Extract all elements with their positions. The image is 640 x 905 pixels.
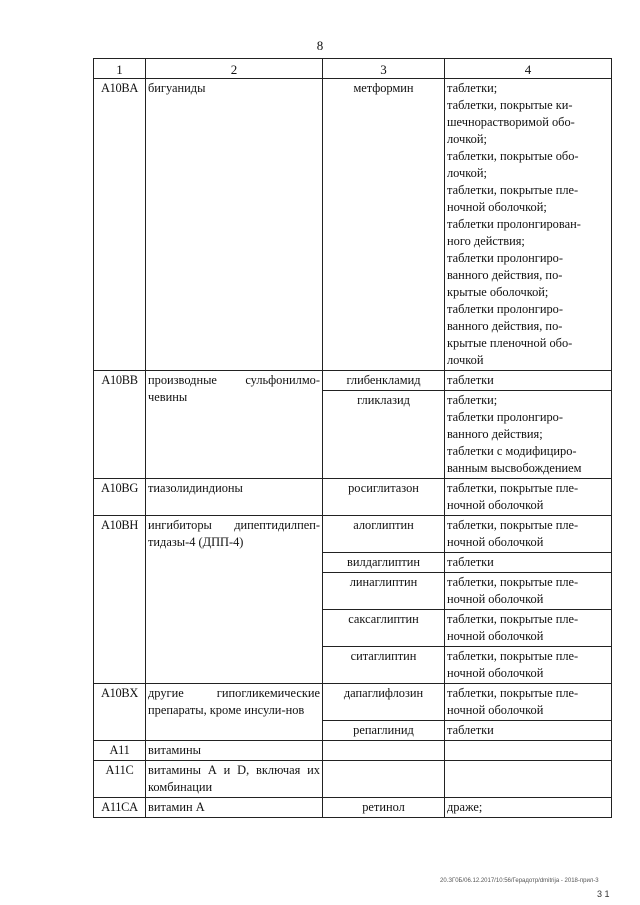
- group-name: другие гипогликемические препараты, кроме инсули-нов: [146, 684, 323, 741]
- group-name: витамин А: [146, 798, 323, 818]
- form-line: ного действия;: [447, 234, 525, 248]
- form-line: шечнорастворимой обо-: [447, 115, 575, 129]
- form-line: ночной оболочкой: [447, 498, 544, 512]
- atc-code: A11CA: [94, 798, 146, 818]
- table-row: [94, 741, 612, 761]
- form-line: таблетки, покрытые пле-: [447, 686, 579, 700]
- dosage-forms: [445, 391, 612, 479]
- form-line: таблетки: [447, 373, 494, 387]
- form-line: таблетки: [447, 555, 494, 569]
- group-name: тиазолидиндионы: [146, 479, 323, 516]
- group-name: витамины А и D, включая их комбинации: [146, 761, 323, 798]
- table-row: [94, 371, 612, 391]
- drug-inn: вилдаглиптин: [323, 553, 445, 573]
- atc-code: A10BH: [94, 516, 146, 684]
- dosage-forms: [445, 798, 612, 818]
- form-line: ночной оболочкой: [447, 592, 544, 606]
- form-line: ванным высвобождением: [447, 461, 582, 475]
- drug-inn: метформин: [323, 79, 445, 371]
- column-header-3: 3: [323, 59, 445, 79]
- atc-code: A10BB: [94, 371, 146, 479]
- form-line: таблетки пролонгирован-: [447, 217, 581, 231]
- page-number: 8: [316, 38, 324, 53]
- drug-inn: репаглинид: [323, 721, 445, 741]
- form-line: таблетки пролонгиро-: [447, 251, 564, 265]
- form-line: ночной оболочкой: [447, 629, 544, 643]
- form-line: таблетки пролонгиро-: [447, 302, 564, 316]
- atc-code: A10BG: [94, 479, 146, 516]
- drug-inn: саксаглиптин: [323, 610, 445, 647]
- drug-inn: [323, 761, 445, 798]
- dosage-forms: [445, 371, 612, 391]
- dosage-forms: [445, 721, 612, 741]
- form-line: таблетки, покрытые пле-: [447, 481, 579, 495]
- form-line: таблетки, покрытые ки-: [447, 98, 573, 112]
- form-line: ночной оболочкой: [447, 666, 544, 680]
- drug-inn: гликлазид: [323, 391, 445, 479]
- form-line: таблетки;: [447, 393, 498, 407]
- dosage-forms: [445, 761, 612, 798]
- form-line: таблетки, покрытые пле-: [447, 183, 579, 197]
- column-header-1: 1: [94, 59, 146, 79]
- drug-list-table: [93, 58, 612, 818]
- form-line: таблетки, покрытые пле-: [447, 649, 579, 663]
- table-row: [94, 684, 612, 721]
- dosage-forms: [445, 516, 612, 553]
- group-name: производные сульфонилмо-чевины: [146, 371, 323, 479]
- drug-inn: алоглиптин: [323, 516, 445, 553]
- atc-code: A10BA: [94, 79, 146, 371]
- form-line: крытые оболочкой;: [447, 285, 549, 299]
- drug-inn: ретинол: [323, 798, 445, 818]
- form-line: лочкой: [447, 353, 484, 367]
- form-line: ванного действия, по-: [447, 268, 563, 282]
- form-line: таблетки с модифициро-: [447, 444, 577, 458]
- table-row: [94, 79, 612, 371]
- drug-inn: глибенкламид: [323, 371, 445, 391]
- form-line: таблетки, покрытые обо-: [447, 149, 579, 163]
- dosage-forms: [445, 647, 612, 684]
- footer-stamp: 20.ЗГ0Б/06.12.2017/10:56/Герадотр/dmitrija - 2018-прил-3: [440, 878, 599, 884]
- form-line: лочкой;: [447, 166, 487, 180]
- form-line: таблетки, покрытые пле-: [447, 612, 579, 626]
- form-line: ночной оболочкой;: [447, 200, 547, 214]
- drug-inn: росиглитазон: [323, 479, 445, 516]
- column-header-2: 2: [146, 59, 323, 79]
- footer-number: 3 1: [597, 889, 610, 899]
- form-line: драже;: [447, 800, 483, 814]
- form-line: крытые пленочной обо-: [447, 336, 573, 350]
- group-name: ингибиторы дипептидилпеп-тидазы-4 (ДПП-4): [146, 516, 323, 684]
- table-row: [94, 479, 612, 516]
- group-name: витамины: [146, 741, 323, 761]
- column-header-4: 4: [445, 59, 612, 79]
- dosage-forms: [445, 741, 612, 761]
- atc-code: A10BX: [94, 684, 146, 741]
- dosage-forms: [445, 573, 612, 610]
- dosage-forms: [445, 610, 612, 647]
- table-header-row: [94, 59, 612, 79]
- table-row: [94, 761, 612, 798]
- dosage-forms: [445, 79, 612, 371]
- dosage-forms: [445, 684, 612, 721]
- form-line: ночной оболочкой: [447, 703, 544, 717]
- form-line: ванного действия;: [447, 427, 543, 441]
- atc-code: A11: [94, 741, 146, 761]
- form-line: таблетки;: [447, 81, 498, 95]
- form-line: таблетки, покрытые пле-: [447, 518, 579, 532]
- atc-code: A11C: [94, 761, 146, 798]
- form-line: таблетки пролонгиро-: [447, 410, 564, 424]
- drug-inn: линаглиптин: [323, 573, 445, 610]
- dosage-forms: [445, 479, 612, 516]
- drug-inn: [323, 741, 445, 761]
- table-row: [94, 516, 612, 553]
- form-line: лочкой;: [447, 132, 487, 146]
- drug-inn: дапаглифлозин: [323, 684, 445, 721]
- form-line: таблетки: [447, 723, 494, 737]
- group-name: бигуаниды: [146, 79, 323, 371]
- dosage-forms: [445, 553, 612, 573]
- drug-inn: ситаглиптин: [323, 647, 445, 684]
- form-line: таблетки, покрытые пле-: [447, 575, 579, 589]
- table-row: [94, 798, 612, 818]
- form-line: ванного действия, по-: [447, 319, 563, 333]
- form-line: ночной оболочкой: [447, 535, 544, 549]
